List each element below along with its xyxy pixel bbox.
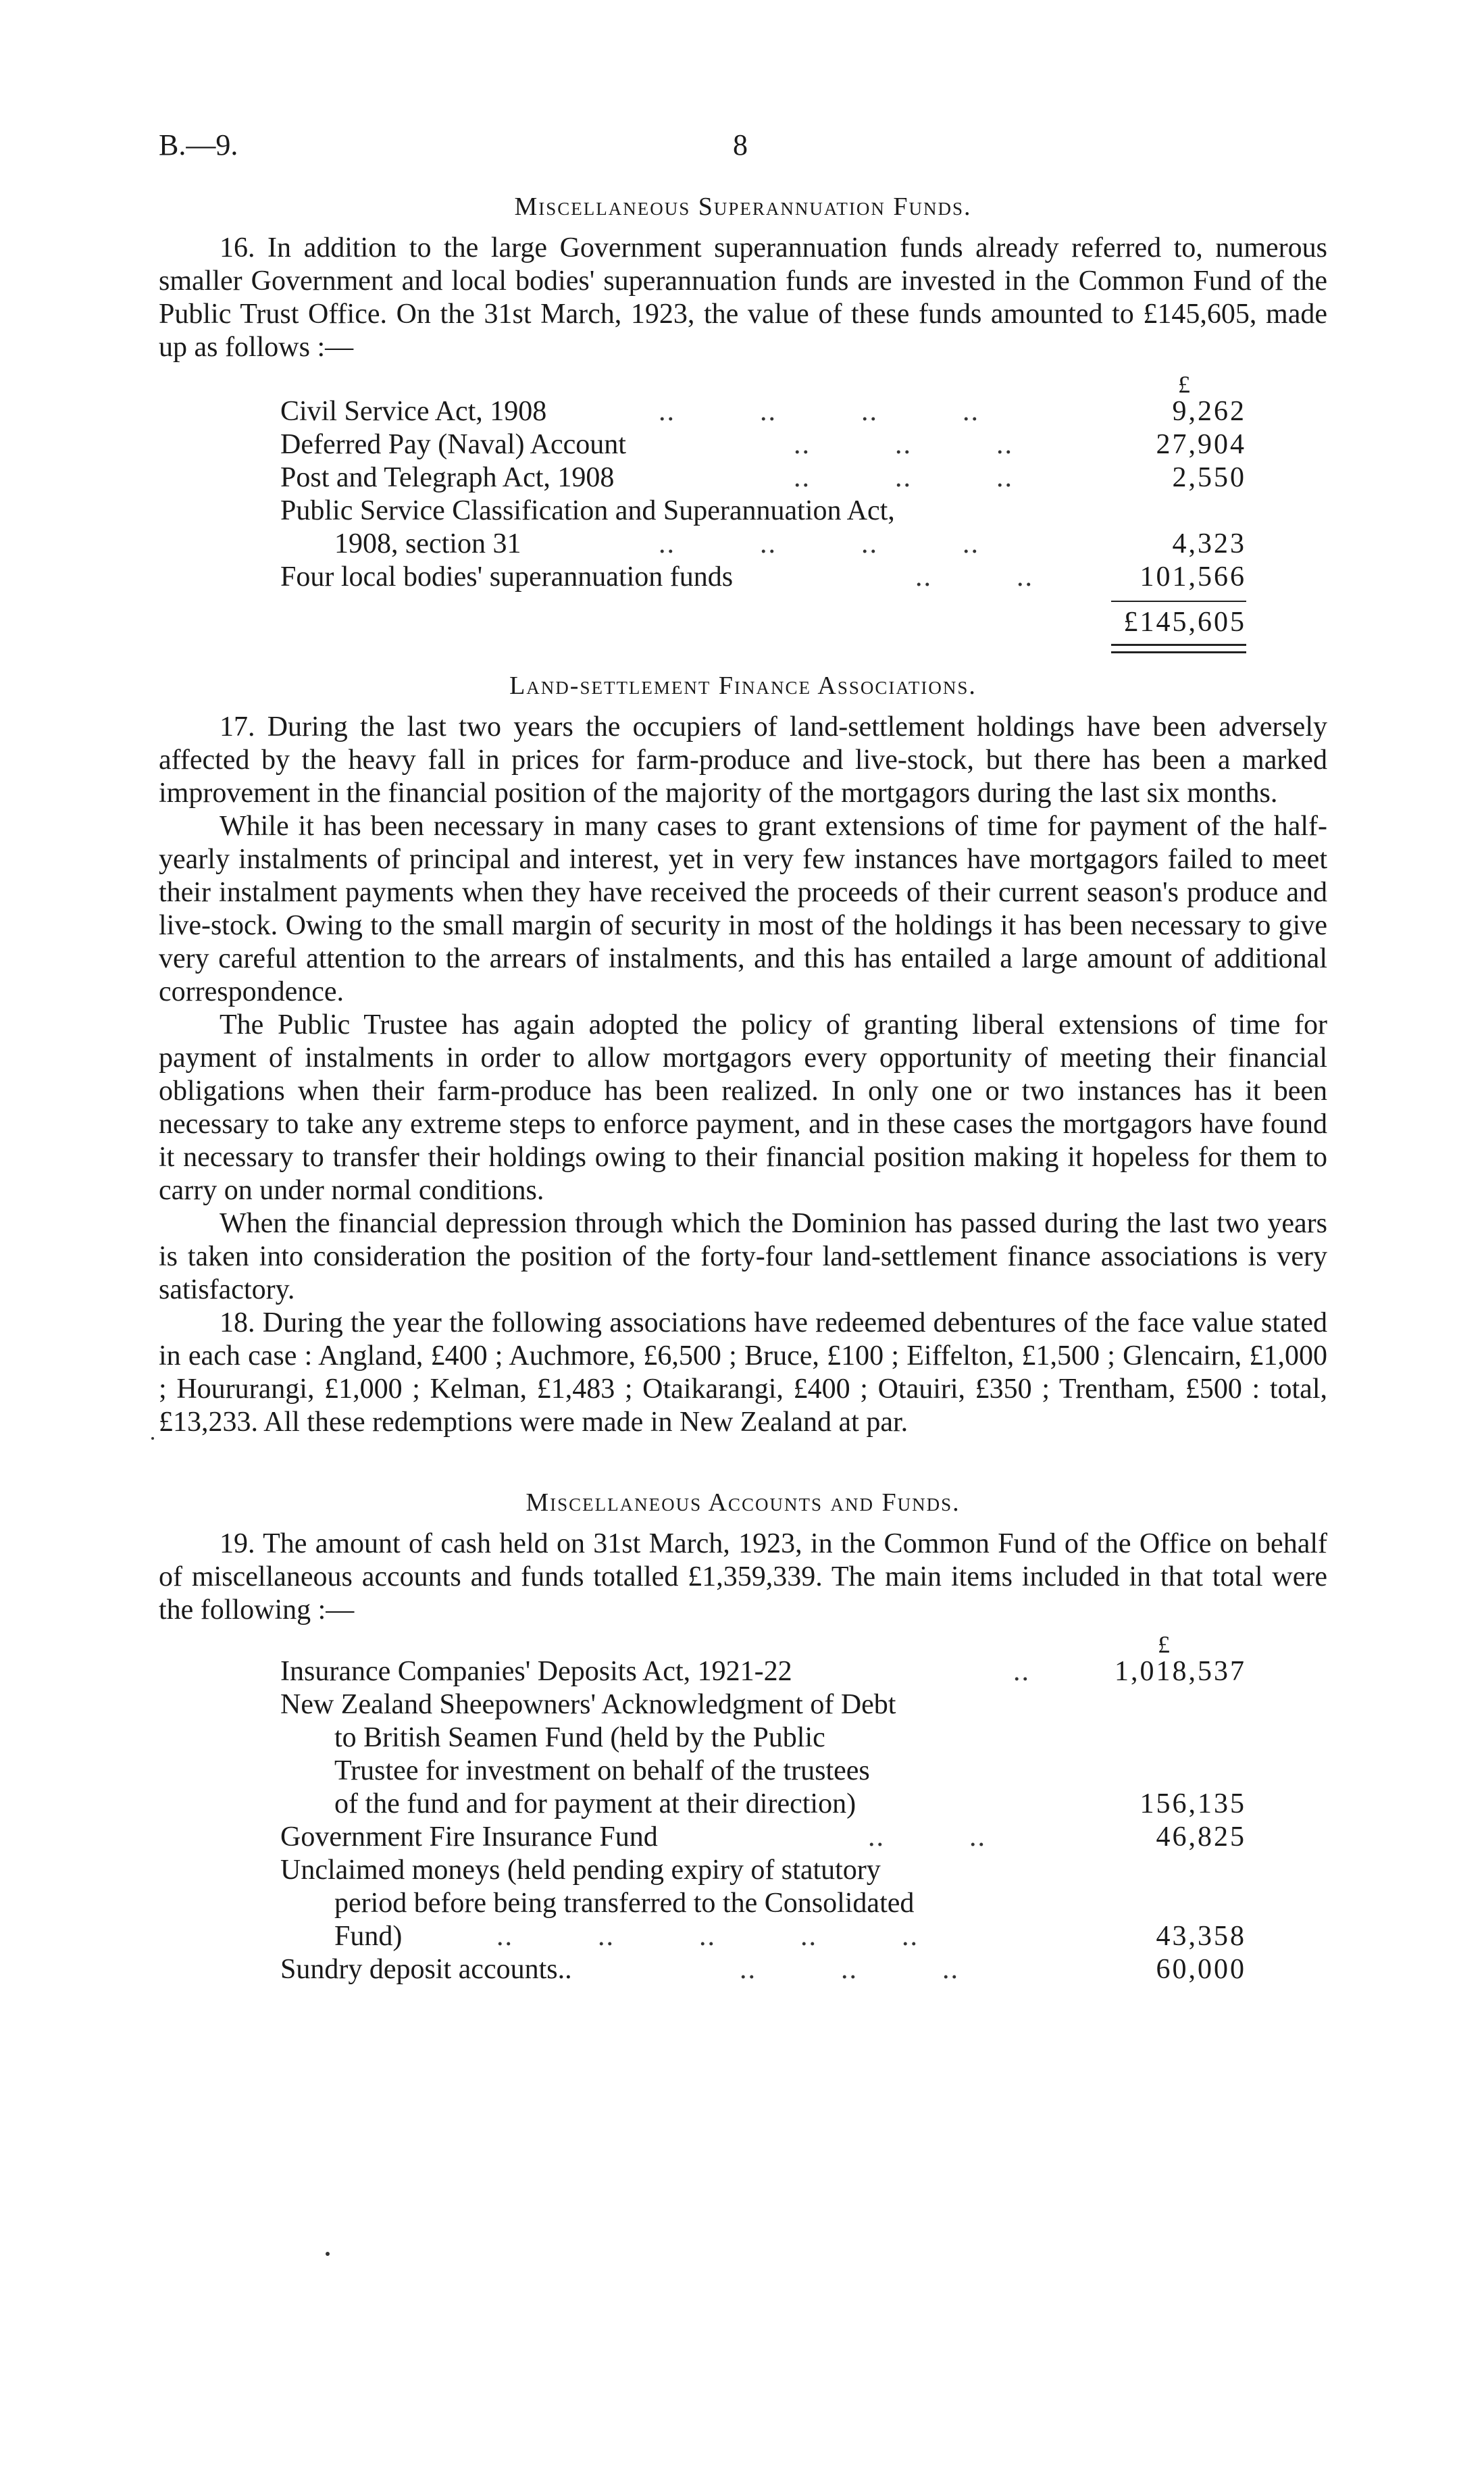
table-row: Insurance Companies' Deposits Act, 1921-22 .. 1,018,537 (280, 1656, 1246, 1687)
paragraph-16: 16. In addition to the large Government superannuation funds already referred to, numerous smaller Government and local bodies' superannuation funds are invested in the Common Fund of the Public Trust Office. On the 31st March, 1923, the value of these funds amounted to £145,605, made up as follows :— (159, 232, 1327, 363)
total-double-rule (1111, 644, 1246, 653)
ink-speck (326, 2252, 330, 2256)
total-row: £145,605 (280, 606, 1246, 649)
document-reference: B.—9. (159, 128, 238, 161)
table-row: Deferred Pay (Naval) Account .. .. .. 27,904 (280, 429, 1246, 460)
table-row: Government Fire Insurance Fund .. .. 46,825 (280, 1821, 1246, 1853)
paragraph-17-b: While it has been necessary in many cases to grant extensions of time for payment of the half-yearly instalments of principal and interest, yet in very few instances have mortgagors failed to meet their instalment payments when they have received the proceeds of their current season's produce and live-stock. Owing to the small margin of security in most of the holdings it has been necessary to give very careful attention to the arrears of instalments, and this has entailed a large amount of additional correspondence. (159, 811, 1327, 1007)
misc-accounts-table (280, 1628, 1246, 1986)
paragraph-19: 19. The amount of cash held on 31st March, 1923, in the Common Fund of the Office on behalf of miscellaneous accounts and funds totalled £1,359,339. The main items included in that total were the following :— (159, 1528, 1327, 1626)
section-heading-land-settlement: Land-settlement Finance Associations. (509, 672, 977, 700)
superannuation-funds-table (280, 368, 1246, 649)
section-heading-superannuation: Miscellaneous Superannuation Funds. (514, 193, 972, 221)
table-row: Sundry deposit accounts.. .. .. .. 60,000 (280, 1954, 1246, 1985)
paragraph-17: 17. During the last two years the occupiers of land-settlement holdings have been adversely affected by the heavy fall in prices for farm-produce and live-stock, but there has been a marked improvement in the financial position of the majority of the mortgagors during the last six months. (159, 711, 1327, 809)
table-row: Civil Service Act, 1908 .. .. .. .. 9,262 (280, 396, 1246, 427)
ink-speck (151, 1437, 154, 1440)
paragraph-17-d: When the financial depression through which the Dominion has passed during the last two years is taken into consideration the position of the forty-four land-settlement finance associations is very satisfactory. (159, 1208, 1327, 1305)
currency-unit: £ (1178, 371, 1192, 398)
table-row: of the fund and for payment at their direction) 156,135 (334, 1788, 1246, 1819)
table-row: Post and Telegraph Act, 1908 .. .. .. 2,550 (280, 462, 1246, 493)
paragraph-18: 18. During the year the following associations have redeemed debentures of the face value stated in each case : Angland, £400 ; Auchmore, £6,500 ; Bruce, £100 ; Eiffelton, £1,500 ; Glencairn, £1,000 ; Hoururangi, £1,000 ; Kelman, £1,483 ; Otaikarangi, £400 ; Otauiri, £350 ; Trentham, £500 : total, £13,233. All these redemptions were made in New Zealand at par. (159, 1307, 1327, 1438)
page-number: 8 (733, 128, 748, 161)
table-row: 1908, section 31 .. .. .. .. 4,323 (334, 528, 1246, 559)
section-heading-misc-accounts: Miscellaneous Accounts and Funds. (526, 1488, 961, 1517)
table-divider (280, 594, 1246, 606)
table-row: Four local bodies' superannuation funds .. .. 101,566 (280, 561, 1246, 593)
table-row: Trustee for investment on behalf of the trustees (334, 1755, 870, 1786)
currency-unit: £ (1158, 1631, 1172, 1658)
table-row: Unclaimed moneys (held pending expiry of statutory (280, 1855, 881, 1886)
paragraph-17-c: The Public Trustee has again adopted the policy of granting liberal extensions of time for payment of instalments in order to allow mortgagors every opportunity of meeting their financial obligations when their farm-produce has been realized. In only one or two instances has it been necessary to take any extreme steps to enforce payment, and in these cases the mortgagors have found it necessary to transfer their holdings owing to their financial position making it hopeless for them to carry on under normal conditions. (159, 1009, 1327, 1206)
table-row: period before being transferred to the Consolidated (334, 1888, 915, 1919)
table-row: to British Seamen Fund (held by the Public (334, 1722, 825, 1753)
table-row: New Zealand Sheepowners' Acknowledgment of Debt (280, 1689, 896, 1720)
table-row: Fund) .. .. .. .. .. 43,358 (334, 1921, 1246, 1952)
running-header (159, 128, 1327, 176)
document-page (159, 128, 1327, 1986)
table-row: Public Service Classification and Superannuation Act, (280, 495, 895, 526)
